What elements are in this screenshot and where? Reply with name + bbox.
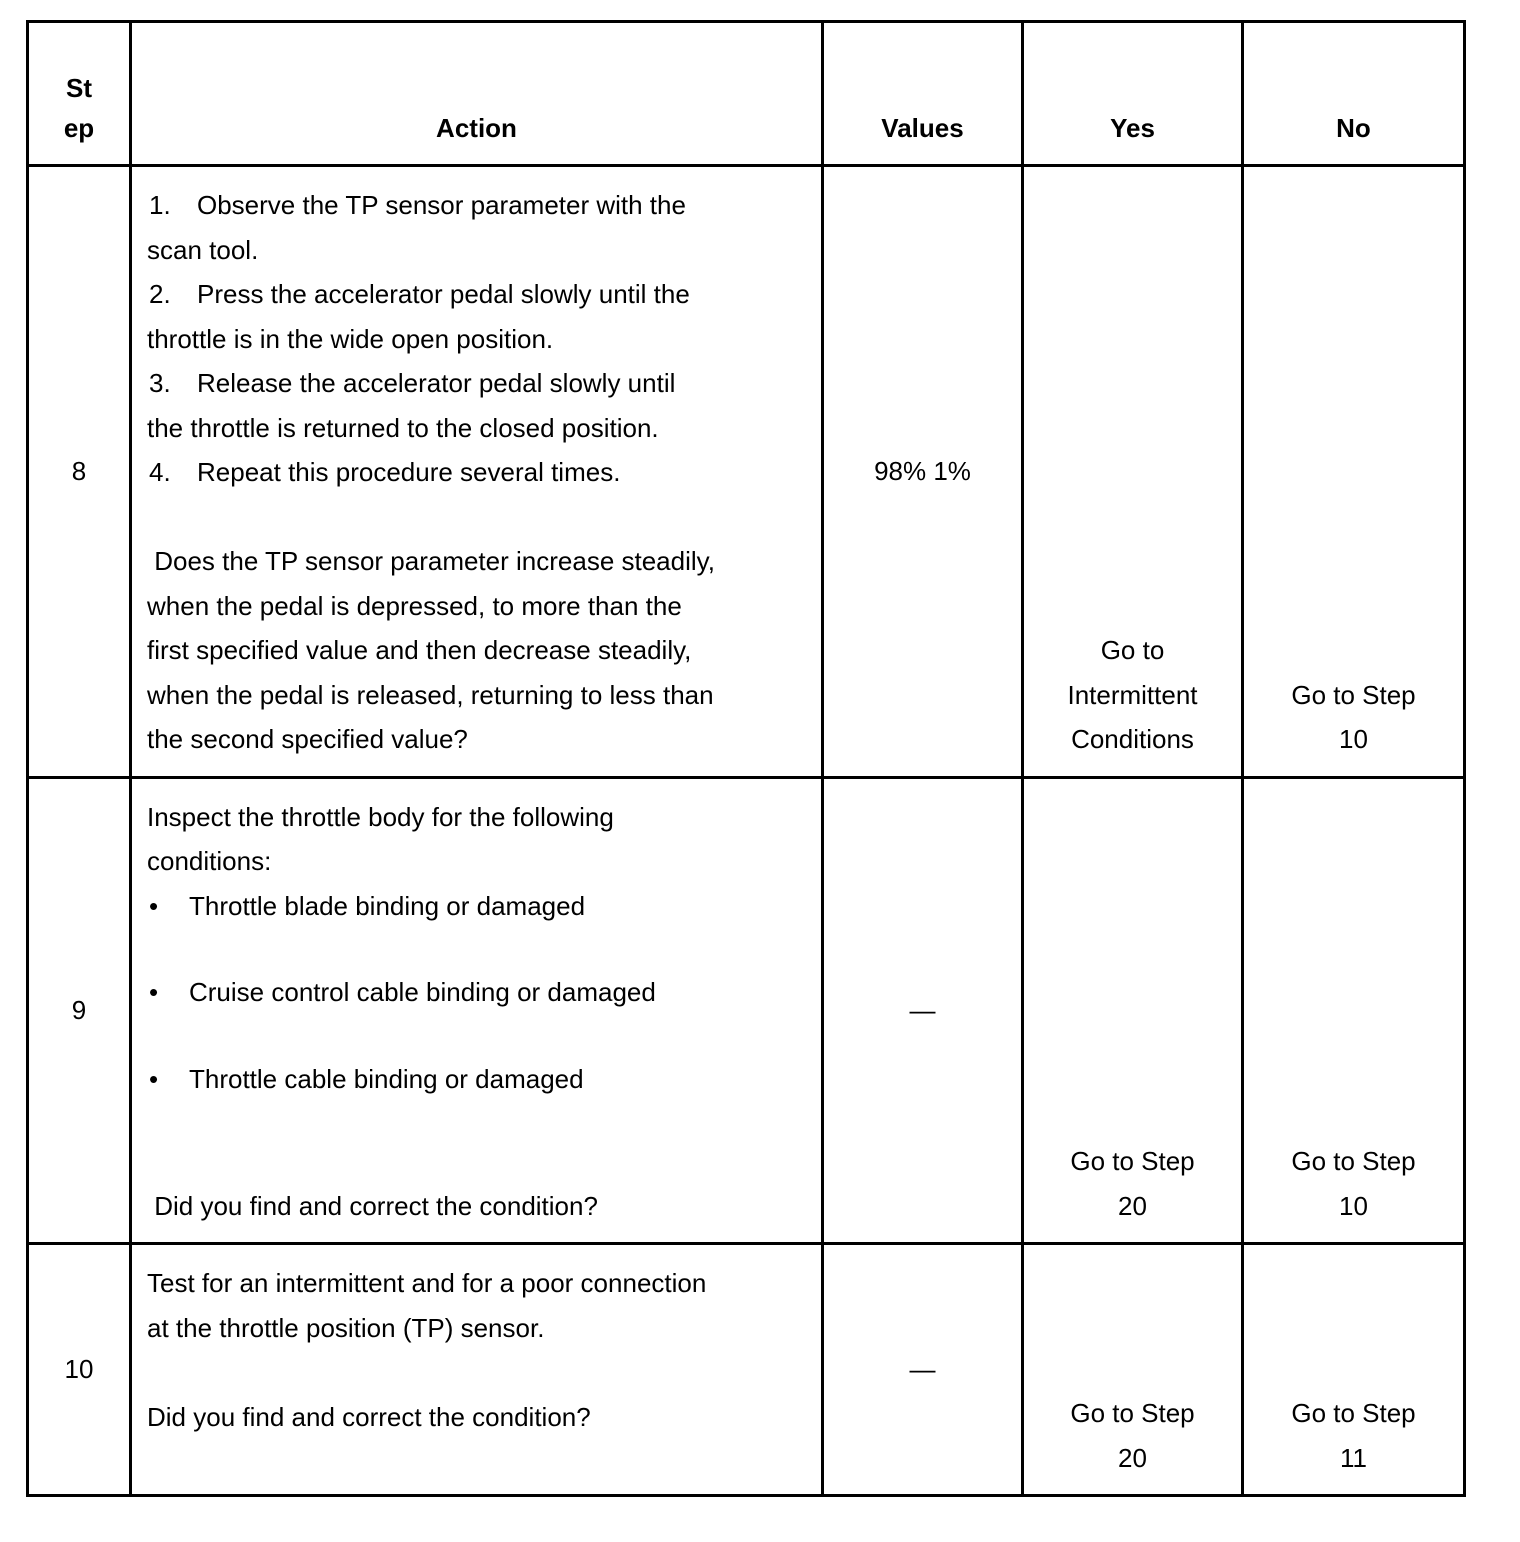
header-action: Action [131, 22, 823, 166]
action-item [147, 183, 811, 228]
no-line: Go to Step [1291, 1146, 1416, 1176]
item-number: 3. [149, 368, 171, 398]
item-number: 4. [149, 457, 171, 487]
action-cell [131, 777, 823, 1244]
item-number: 2. [149, 279, 171, 309]
intro-line: conditions: [147, 846, 272, 876]
yes-line: Intermittent [1067, 679, 1198, 710]
action-item [147, 272, 811, 317]
bullet-icon: • [149, 977, 159, 1007]
bullet-icon: • [149, 890, 159, 921]
question-line: when the pedal is depressed, to more than the [147, 590, 682, 621]
action-cell [131, 166, 823, 778]
header-no: No [1243, 22, 1465, 166]
action-item [147, 450, 811, 495]
bullet-icon: • [149, 1063, 159, 1094]
intro-line: Test for an intermittent and for a poor connection [147, 1268, 707, 1298]
item-number: 1. [149, 190, 171, 220]
header-step-line2: ep [63, 113, 95, 143]
question-line: first specified value and then decrease steadily, [147, 635, 692, 665]
step-number: 9 [28, 777, 131, 1244]
yes-line: 20 [1118, 1190, 1147, 1221]
intro-line: at the throttle position (TP) sensor. [147, 1312, 545, 1343]
no-line: Go to Step [1291, 1398, 1416, 1428]
bullet-text: Cruise control cable binding or damaged [189, 977, 656, 1007]
bullet-text: Throttle cable binding or damaged [189, 1063, 584, 1094]
table-row-step-9 [28, 777, 1465, 1244]
step-number: 8 [28, 166, 131, 778]
values-cell: 98% 1% [823, 166, 1023, 778]
yes-cell [1023, 166, 1243, 778]
no-line: Go to Step [1291, 679, 1416, 710]
yes-line: Go to Step [1070, 1146, 1195, 1176]
no-line: 10 [1339, 1190, 1368, 1221]
question-line: Did you find and correct the condition? [147, 1190, 598, 1221]
no-cell [1243, 1244, 1465, 1496]
question-line: the second specified value? [147, 724, 468, 754]
yes-cell [1023, 777, 1243, 1244]
bullet-item [147, 1057, 811, 1102]
no-cell [1243, 777, 1465, 1244]
values-cell: — [823, 777, 1023, 1244]
item-text: Release the accelerator pedal slowly until [197, 368, 676, 398]
item-text-cont: scan tool. [147, 234, 259, 265]
diagnostic-table [26, 20, 1466, 1497]
bullet-item [147, 884, 811, 929]
no-line: 10 [1339, 724, 1368, 754]
header-step-line1: St [66, 73, 92, 103]
header-values: Values [823, 22, 1023, 166]
table-row-step-8 [28, 166, 1465, 778]
yes-line: Go to Step [1070, 1398, 1195, 1428]
question-line: Did you find and correct the condition? [147, 1401, 591, 1432]
values-cell: — [823, 1244, 1023, 1496]
question-line: Does the TP sensor parameter increase steadily, [147, 546, 715, 576]
bullet-item [147, 970, 811, 1015]
item-text-cont: throttle is in the wide open position. [147, 323, 554, 354]
no-cell [1243, 166, 1465, 778]
item-text-cont: the throttle is returned to the closed position. [147, 412, 659, 443]
item-text: Repeat this procedure several times. [197, 457, 621, 487]
action-item [147, 361, 811, 406]
yes-line: 20 [1118, 1442, 1147, 1473]
yes-line: Conditions [1071, 724, 1194, 754]
header-yes: Yes [1023, 22, 1243, 166]
yes-line: Go to [1100, 635, 1165, 665]
no-line: 11 [1340, 1442, 1367, 1473]
yes-cell [1023, 1244, 1243, 1496]
item-text: Press the accelerator pedal slowly until the [197, 279, 690, 309]
step-number: 10 [28, 1244, 131, 1496]
table-row-step-10 [28, 1244, 1465, 1496]
intro-line: Inspect the throttle body for the following [147, 801, 614, 832]
bullet-text: Throttle blade binding or damaged [189, 890, 586, 921]
item-text: Observe the TP sensor parameter with the [197, 190, 686, 220]
action-cell [131, 1244, 823, 1496]
header-row [28, 22, 1465, 166]
header-step [28, 22, 131, 166]
question-line: when the pedal is released, returning to less than [147, 679, 714, 710]
